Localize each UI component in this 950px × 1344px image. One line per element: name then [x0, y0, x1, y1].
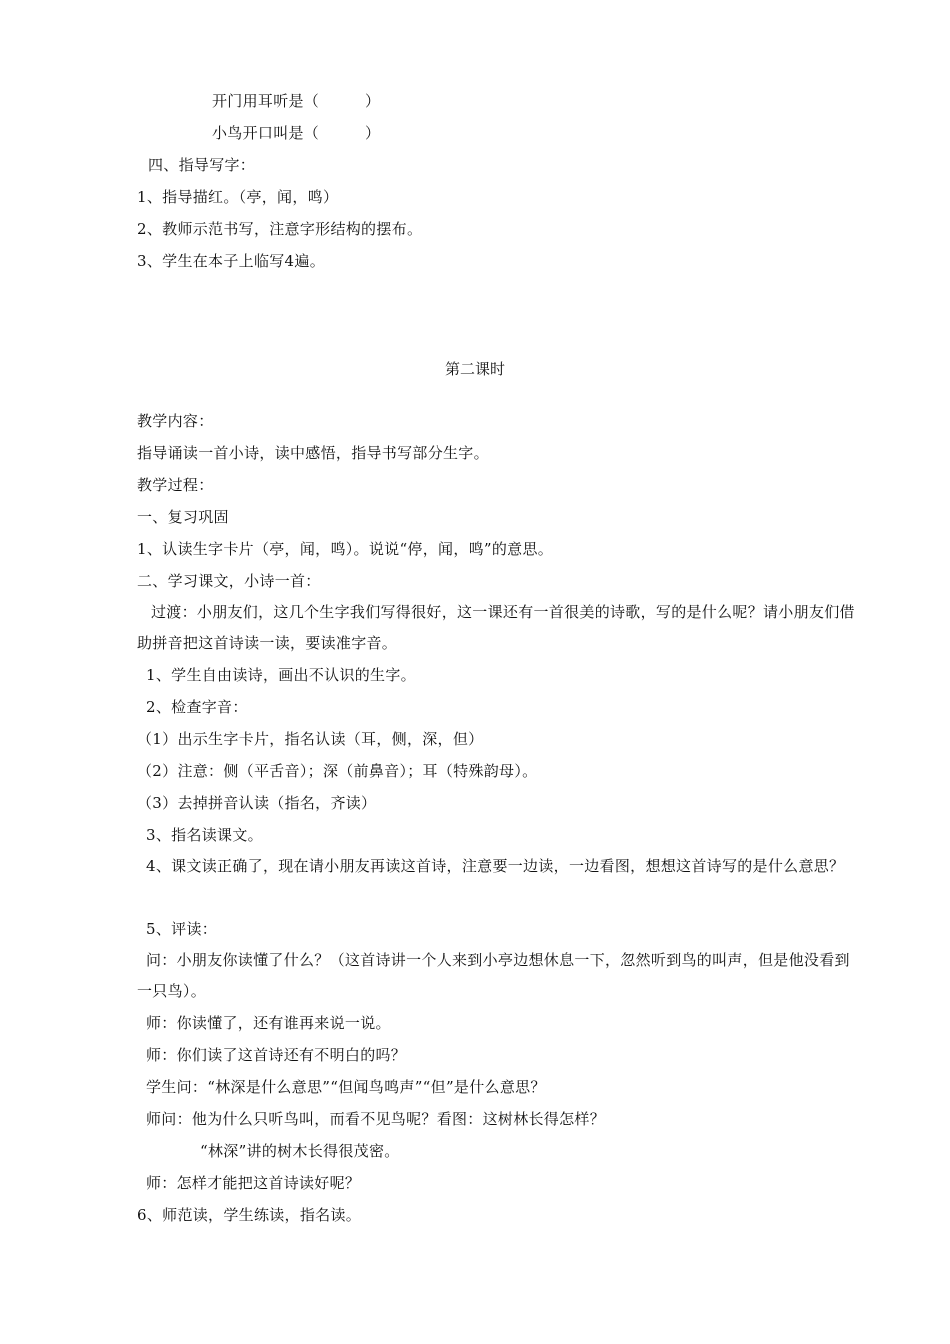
label-teaching-content: 教学内容： — [137, 412, 214, 430]
list-item: （2）注意：侧（平舌音）；深（前鼻音）；耳（特殊韵母）。 — [137, 762, 538, 780]
riddle-line-ear: 开门用耳听是（ ） — [212, 92, 381, 110]
paragraph: 指导诵读一首小诗，读中感悟，指导书写部分生字。 — [137, 444, 489, 462]
label-teaching-process: 教学过程： — [137, 476, 214, 494]
paragraph-question: 问：小朋友你读懂了什么？（这首诗讲一个人来到小亭边想休息一下，忽然听到鸟的叫声，但是他没看到一只鸟）。 — [137, 951, 850, 1000]
list-item: 6、师范读，学生练读，指名读。 — [137, 1206, 362, 1224]
list-item: （3）去掉拼音认读（指名，齐读） — [137, 794, 377, 812]
dialogue-line: 学生问：“林深是什么意思”“但闻鸟鸣声”“但”是什么意思？ — [146, 1078, 546, 1096]
section-heading-review: 一、复习巩固 — [137, 508, 229, 526]
list-item: 1、指导描红。（亭，闻，鸣） — [137, 188, 339, 206]
section-heading-learn: 二、学习课文，小诗一首： — [137, 572, 321, 590]
dialogue-line: “林深”讲的树木长得很茂密。 — [200, 1142, 400, 1160]
list-item: 2、教师示范书写，注意字形结构的摆布。 — [137, 220, 423, 238]
list-item: 2、检查字音： — [146, 698, 248, 716]
list-item: 4、课文读正确了，现在请小朋友再读这首诗，注意要一边读，一边看图，想想这首诗写的是什么意思？ — [146, 857, 845, 875]
list-item: （1）出示生字卡片，指名认读（耳，侧，深，但） — [137, 730, 484, 748]
paragraph-transition: 过渡：小朋友们，这几个生字我们写得很好，这一课还有一首很美的诗歌，写的是什么呢？请小朋友们借助拼音把这首诗读一读，要读准字音。 — [137, 603, 855, 652]
dialogue-line: 师：你读懂了，还有谁再来说一说。 — [146, 1014, 391, 1032]
dialogue-line: 师：怎样才能把这首诗读好呢？ — [146, 1174, 361, 1192]
section-heading-writing: 四、指导写字： — [148, 156, 256, 174]
lesson-title: 第二课时 — [444, 360, 505, 378]
dialogue-line: 师问：他为什么只听鸟叫，而看不见鸟呢？看图：这树林长得怎样？ — [146, 1110, 606, 1128]
list-item: 1、认读生字卡片（亭，闻，鸣）。说说“停，闻，鸣”的意思。 — [137, 540, 554, 558]
list-item: 3、学生在本子上临写4遍。 — [137, 252, 325, 270]
riddle-line-bird: 小鸟开口叫是（ ） — [212, 124, 381, 142]
list-item: 5、评读： — [146, 920, 218, 938]
dialogue-line: 师：你们读了这首诗还有不明白的吗？ — [146, 1046, 407, 1064]
list-item: 3、指名读课文。 — [146, 826, 263, 844]
list-item: 1、学生自由读诗，画出不认识的生字。 — [146, 666, 416, 684]
